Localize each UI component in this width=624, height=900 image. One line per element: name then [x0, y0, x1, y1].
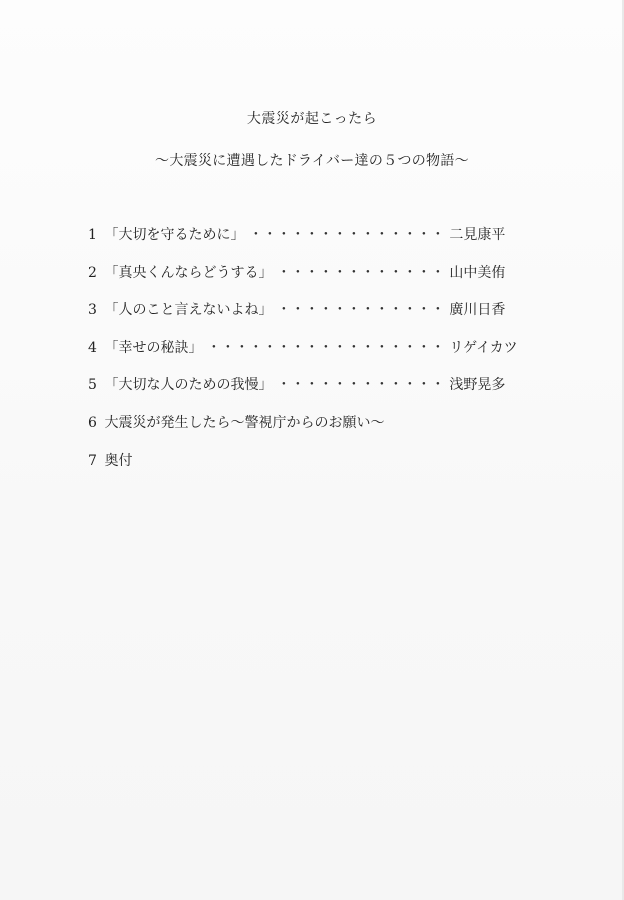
toc-item-leader: ・・・・・・・・・・・・・・・・・ [206, 339, 445, 356]
toc-item-number: 4 [88, 339, 97, 356]
toc-item-number: 7 [88, 452, 97, 469]
toc-item-leader: ・・・・・・・・・・・・・・ [248, 227, 445, 243]
toc-item-author: リゲイカツ [449, 339, 518, 356]
toc-item-author: 廣川日香 [449, 302, 506, 319]
toc-item-number: 2 [88, 264, 97, 281]
toc-item-number: 6 [88, 414, 97, 431]
toc-item-number: 5 [88, 377, 97, 394]
toc-item-author: 浅野晃多 [449, 377, 506, 394]
document-subtitle: ～大震災に遭遇したドライバー達の５つの物語～ [155, 153, 469, 169]
table-of-contents [88, 224, 528, 487]
toc-item-5 [88, 374, 528, 412]
toc-item-title: 大震災が発生したら～警視庁からのお願い～ [104, 414, 385, 431]
toc-item-leader: ・・・・・・・・・・・・ [276, 302, 445, 319]
document-title: 大震災が起こったら [246, 111, 378, 127]
toc-item-author: 二見康平 [449, 227, 506, 243]
toc-item-title: 「幸せの秘訣」 [104, 339, 203, 356]
toc-item-leader: ・・・・・・・・・・・・ [276, 377, 445, 394]
toc-item-leader: ・・・・・・・・・・・・ [276, 264, 445, 281]
toc-item-author: 山中美侑 [449, 264, 506, 281]
toc-item-title: 「人のこと言えないよね」 [104, 302, 273, 319]
toc-item-7 [88, 450, 528, 488]
toc-item-1 [88, 224, 528, 262]
toc-item-2 [88, 262, 528, 300]
toc-item-number: 1 [88, 227, 97, 243]
toc-item-number: 3 [88, 302, 97, 319]
toc-item-title: 「大切を守るために」 [104, 227, 245, 243]
toc-item-title: 「真央くんならどうする」 [104, 264, 273, 281]
toc-item-4 [88, 337, 528, 375]
toc-item-6 [88, 412, 528, 450]
toc-item-title: 奥付 [104, 452, 133, 469]
toc-item-3 [88, 299, 528, 337]
toc-item-title: 「大切な人のための我慢」 [104, 377, 273, 394]
